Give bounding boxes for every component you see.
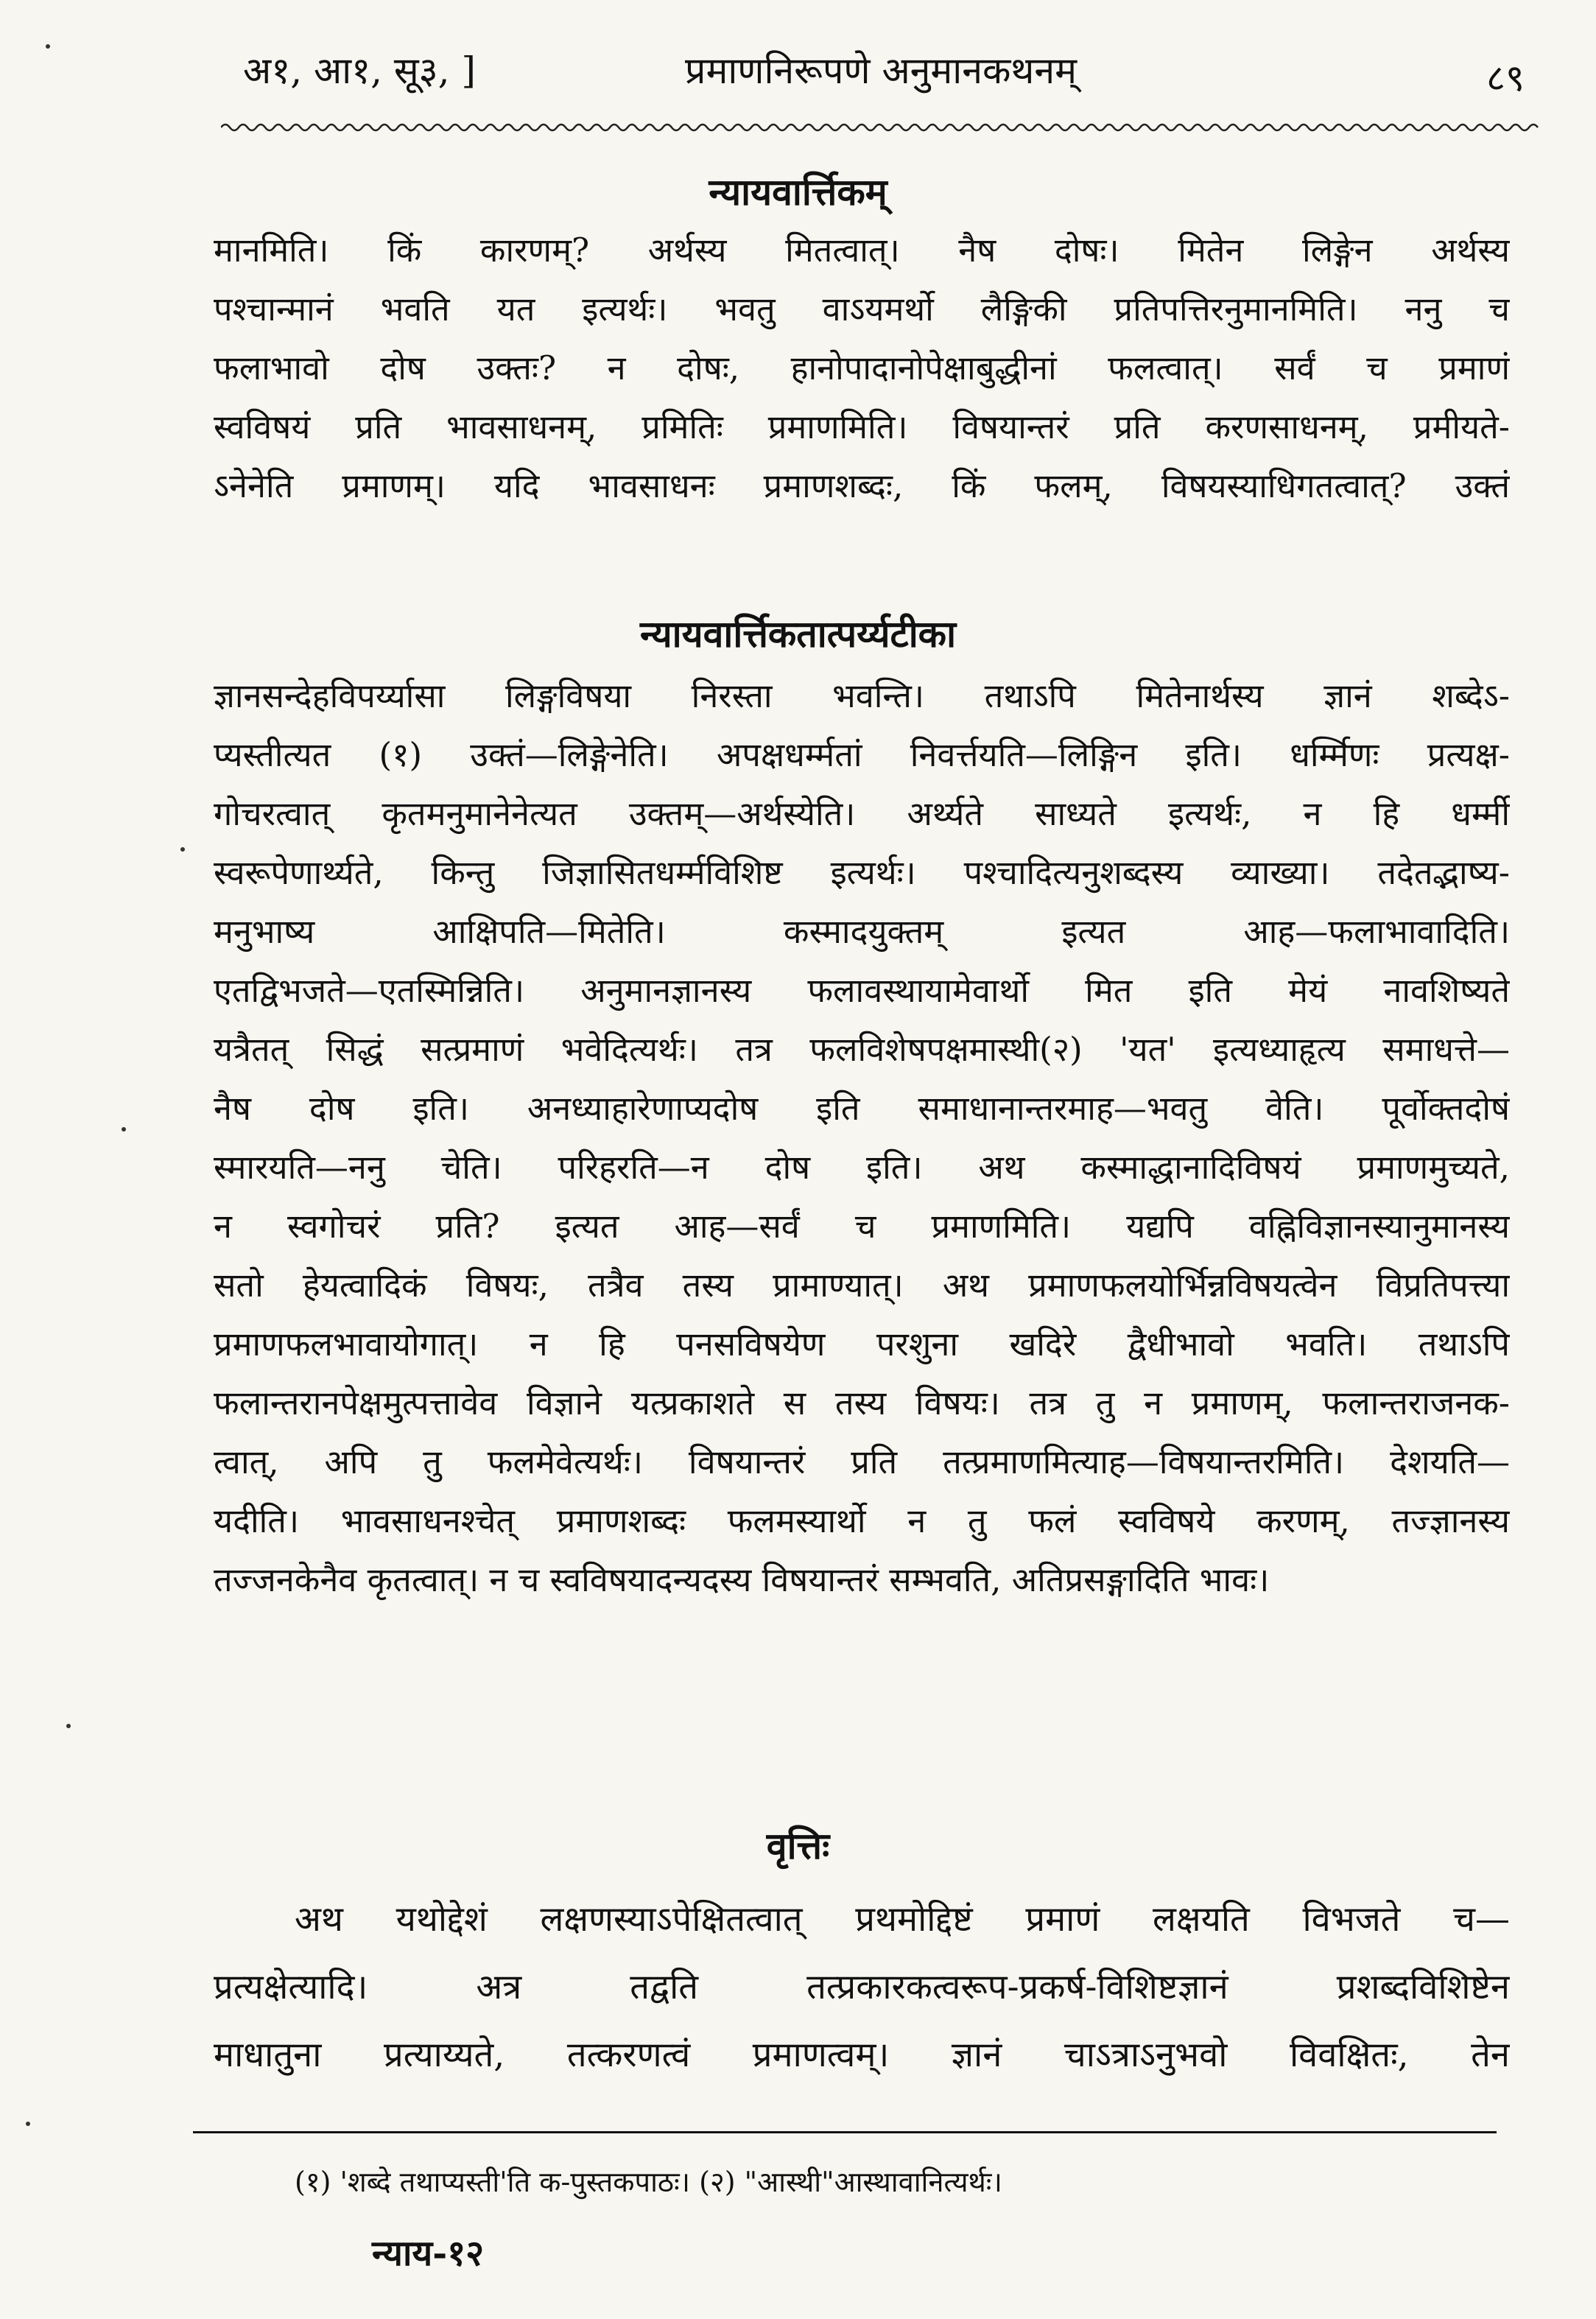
text-line: फलाभावो दोष उक्तः? न दोषः, हानोपादानोपेक्षाबुद्धीनां फलत्वात्। सर्वं च प्रमाणं [214,348,1510,387]
text-line: गोचरत्वात् कृतमनुमानेनेत्यत उक्तम्—अर्थस्येति। अर्थ्यते साध्यते इत्यर्थः, न हि धर्म्मी [214,794,1510,833]
text-line: अथ यथोद्देशं लक्षणस्याऽपेक्षितत्वात् प्रथमोद्दिष्टं प्रमाणं लक्षयति विभजते च— [295,1899,1510,1940]
section-title-vrtti: वृत्तिः [766,1824,830,1867]
text-line: ऽनेनेति प्रमाणम्। यदि भावसाधनः प्रमाणशब्दः, किं फलम्, विषयस्याधिगतत्वात्? उक्तं [214,466,1510,505]
running-header [243,44,1525,110]
vrtti-text [214,1886,1510,2089]
text-line: यत्रैतत् सिद्धं सत्प्रमाणं भवेदित्यर्थः। तत्र फलविशेषपक्षमास्थी(२) 'यत' इत्यध्याहृत्य समाधत्ते— [214,1030,1510,1069]
text-line: ज्ञानसन्देहविपर्य्यासा लिङ्गविषया निरस्ता भवन्ति। तथाऽपि मितेनार्थस्य ज्ञानं शब्देऽ- [214,676,1510,715]
text-line: स्वविषयं प्रति भावसाधनम्, प्रमितिः प्रमाणमिति। विषयान्तरं प्रति करणसाधनम्, प्रमीयते- [214,407,1510,446]
text-line: पश्चान्मानं भवति यत इत्यर्थः। भवतु वाऽयमर्थो लैङ्गिकी प्रतिपत्तिरनुमानमिति। ननु च [214,290,1510,329]
text-line: प्रत्यक्षेत्यादि। अत्र तद्वति तत्प्रकारकत्वरूप-प्रकर्ष-विशिष्टज्ञानं प्रशब्दविशिष्टेन [214,1967,1510,2007]
header-title: प्रमाणनिरूपणे अनुमानकथनम् [685,49,1077,92]
footnotes: (१) 'शब्दे तथाप्यस्ती'ति क-पुस्तकपाठः। (२) "आस्थी"आस्थावानित्यर्थः। [295,2166,1002,2198]
nyayavarttika-text [214,221,1510,516]
text-line: मानमिति। किं कारणम्? अर्थस्य मितत्वात्। नैष दोषः। मितेन लिङ्गेन अर्थस्य [214,231,1510,270]
text-line: स्मारयति—ननु चेति। परिहरति—न दोष इति। अथ कस्माद्धानादिविषयं प्रमाणमुच्यते, [214,1148,1510,1187]
text-line: तज्जनकेनैव कृतत्वात्। न च स्वविषयादन्यदस्य विषयान्तरं सम्भवति, अतिप्रसङ्गादिति भावः। [214,1560,1270,1599]
text-line: सतो हेयत्वादिकं विषयः, तत्रैव तस्य प्रामाण्यात्। अथ प्रमाणफलयोर्भिन्नविषयत्वेन विप्रतिपत्त्या [214,1266,1510,1305]
tatparyatika-text [214,667,1510,1610]
speck [180,847,185,852]
speck [122,1127,126,1132]
text-line: एतद्विभजते—एतस्मिन्निति। अनुमानज्ञानस्य फलावस्थायामेवार्थो मित इति मेयं नावशिष्यते [214,971,1510,1010]
text-line: स्वरूपेणार्थ्यते, किन्तु जिज्ञासितधर्म्मविशिष्ट इत्यर्थः। पश्चादित्यनुशब्दस्य व्याख्या। तदेतद्भाष्य- [214,853,1510,892]
text-line: प्यस्तीत्यत (१) उक्तं—लिङ्गेनेति। अपक्षधर्म्मतां निवर्त्तयति—लिङ्गिन इति। धर्म्मिणः प्रत्यक्ष- [214,735,1510,774]
section-title-nyayavarttika: न्यायवार्त्तिकम् [709,170,887,214]
text-line: माधातुना प्रत्याय्यते, तत्करणत्वं प्रमाणत्वम्। ज्ञानं चाऽत्राऽनुभवो विवक्षितः, तेन [214,2035,1510,2075]
text-line: यदीति। भावसाधनश्चेत् प्रमाणशब्दः फलमस्यार्थो न तु फलं स्वविषये करणम्, तज्ज्ञानस्य [214,1501,1510,1540]
section-title-tatparyatika: न्यायवार्त्तिकतात्पर्य्यटीका [639,612,957,656]
text-line: त्वात्, अपि तु फलमेवेत्यर्थः। विषयान्तरं प्रति तत्प्रमाणमित्याह—विषयान्तरमिति। देशयति— [214,1442,1510,1481]
header-reference: अ१, आ१, सू३, ] [243,49,476,92]
text-line: प्रमाणफलभावायोगात्। न हि पनसविषयेण परशुना खदिरे द्वैधीभावो भवति। तथाऽपि [214,1325,1510,1364]
text-line: न स्वगोचरं प्रति? इत्यत आह—सर्वं च प्रमाणमिति। यद्यपि वह्निविज्ञानस्यानुमानस्य [214,1207,1510,1246]
text-line: मनुभाष्य आक्षिपति—मितेति। कस्मादयुक्तम् इत्यत आह—फलाभावादिति। [214,912,1510,951]
text-line: नैष दोष इति। अनध्याहारेणाप्यदोष इति समाधानान्तरमाह—भवतु वेति। पूर्वोक्तदोषं [214,1089,1510,1128]
speck [46,44,50,49]
text-line: फलान्तरानपेक्षमुत्पत्तावेव विज्ञाने यत्प्रकाशते स तस्य विषयः। तत्र तु न प्रमाणम्, फलान्तराजनक- [214,1383,1510,1422]
signature-mark: न्याय-१२ [372,2233,485,2274]
speck [26,2122,30,2126]
wavy-header-rule [221,122,1539,133]
footnote-rule [193,2131,1497,2133]
page-number: ८९ [1486,57,1525,99]
speck [66,1724,71,1728]
